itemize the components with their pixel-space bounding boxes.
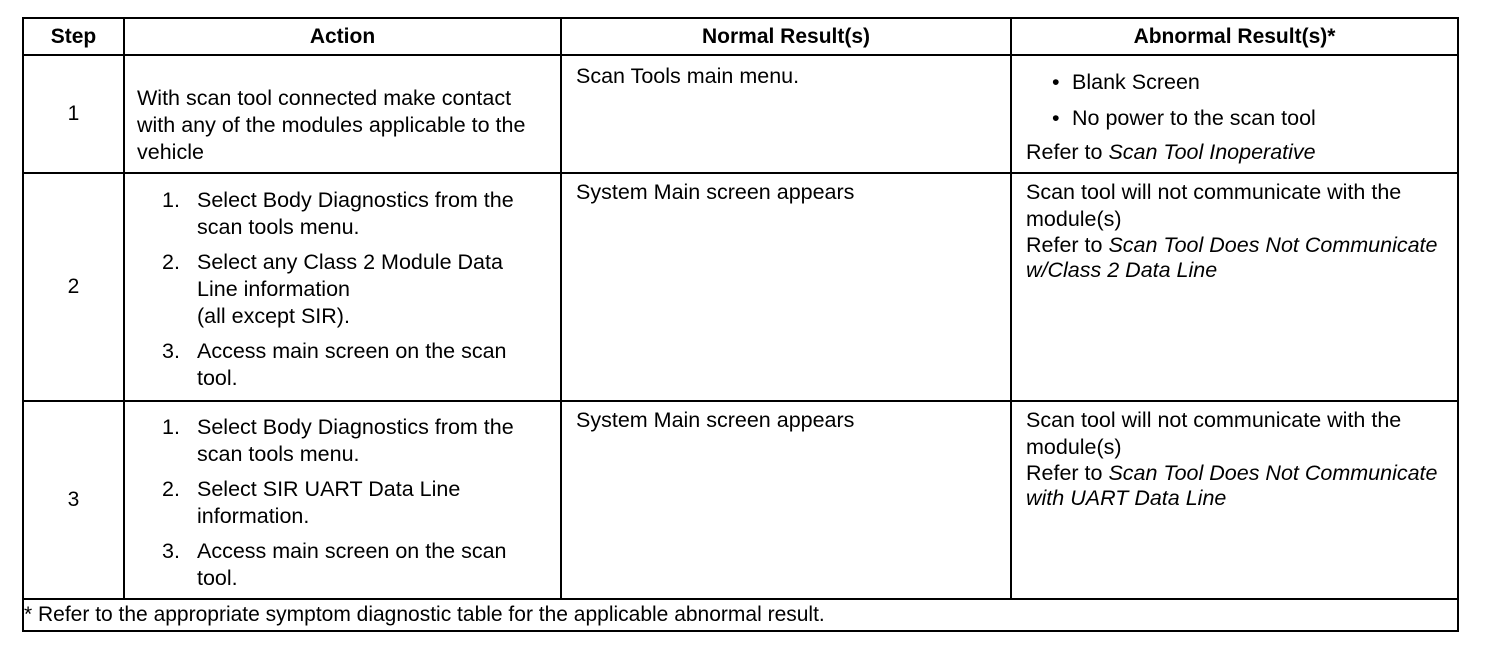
normal-result-text: System Main screen appears	[576, 180, 855, 204]
abnormal-result-text: Scan tool will not communicate with the module(s)	[1026, 408, 1402, 459]
step-number: 1	[23, 55, 124, 173]
action-text: With scan tool connected make contact with any of the modules applicable to the vehicle	[137, 85, 526, 164]
action-steps	[125, 414, 548, 592]
header-abnormal-results: Abnormal Result(s)*	[1011, 18, 1458, 55]
bullet-icon: •	[1052, 70, 1060, 94]
bullet-icon: •	[1052, 106, 1060, 130]
header-step: Step	[23, 18, 124, 55]
list-item: 3. Access main screen on the scan tool.	[162, 339, 507, 390]
abnormal-bullet-list	[1026, 69, 1443, 132]
normal-result-text: System Main screen appears	[576, 408, 855, 432]
normal-result-cell	[561, 401, 1011, 599]
table-row	[23, 401, 1458, 599]
footnote-row	[23, 599, 1458, 631]
action-cell	[124, 55, 561, 173]
list-item: 2. Select SIR UART Data Line information.	[162, 477, 461, 528]
refer-link: Scan Tool Inoperative	[1108, 140, 1316, 164]
refer-link: Scan Tool Does Not Communicate w/Class 2 Data Line	[1026, 233, 1438, 282]
list-item: 2. Select any Class 2 Module Data Line information (all except SIR).	[162, 250, 503, 328]
abnormal-result-text: Scan tool will not communicate with the module(s)	[1026, 180, 1402, 231]
step-number: 3	[23, 401, 124, 599]
normal-result-cell	[561, 173, 1011, 401]
normal-result-cell	[561, 55, 1011, 173]
abnormal-result-cell	[1011, 55, 1458, 173]
refer-note: Refer to Scan Tool Does Not Communicate w/Class 2 Data Line	[1026, 233, 1438, 282]
abnormal-result-cell	[1011, 173, 1458, 401]
diagnostic-table	[22, 17, 1459, 632]
normal-result-text: Scan Tools main menu.	[576, 64, 800, 88]
footnote: * Refer to the appropriate symptom diagnostic table for the applicable abnormal result.	[23, 599, 1458, 631]
list-item: • No power to the scan tool	[1052, 106, 1316, 130]
table-row	[23, 173, 1458, 401]
list-item: 3. Access main screen on the scan tool.	[162, 539, 507, 590]
header-action: Action	[124, 18, 561, 55]
refer-link: Scan Tool Does Not Communicate with UART Data Line	[1026, 461, 1438, 510]
list-item: 1. Select Body Diagnostics from the scan tools menu.	[162, 188, 514, 239]
refer-note: Refer to Scan Tool Does Not Communicate with UART Data Line	[1026, 461, 1438, 510]
header-normal-results: Normal Result(s)	[561, 18, 1011, 55]
action-cell	[124, 173, 561, 401]
list-item: 1. Select Body Diagnostics from the scan tools menu.	[162, 415, 514, 466]
refer-note: Refer to Scan Tool Inoperative	[1026, 140, 1316, 164]
abnormal-result-cell	[1011, 401, 1458, 599]
action-steps	[125, 187, 548, 392]
header-row	[23, 18, 1458, 55]
table-row	[23, 55, 1458, 173]
list-item: • Blank Screen	[1052, 70, 1200, 94]
step-number: 2	[23, 173, 124, 401]
action-cell	[124, 401, 561, 599]
